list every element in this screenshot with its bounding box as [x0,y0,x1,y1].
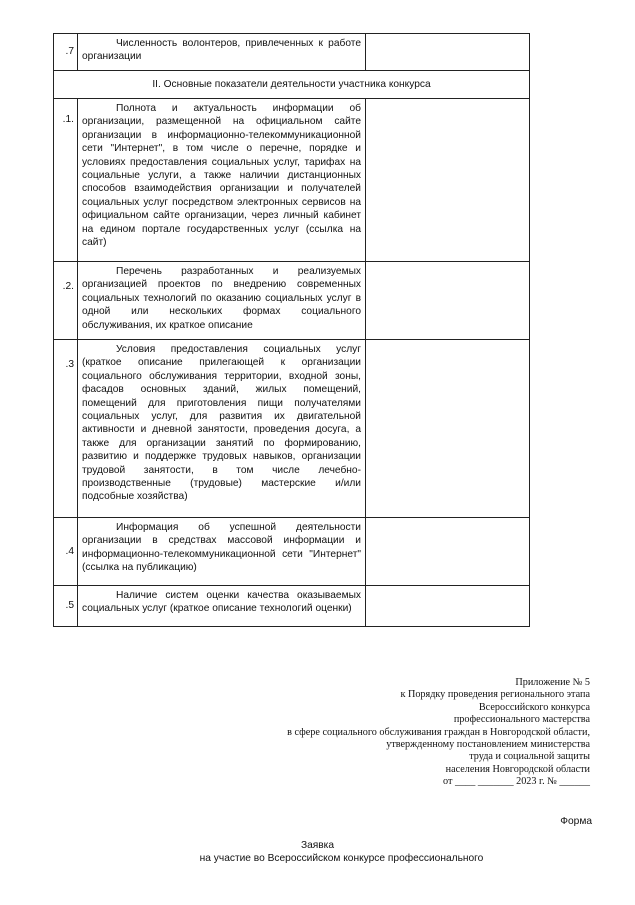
row-value-cell[interactable] [366,34,530,71]
row-value-cell[interactable] [366,262,530,340]
row-description: Перечень разработанных и реализуемых организацией проектов по внедрению современных социальных технологий по оказанию социальных услуг в одной или нескольких формах социального обслуживания, их краткое описание [78,262,366,340]
row-number: .5 [54,586,78,627]
section-title: II. Основные показатели деятельности участника конкурса [54,71,530,99]
criteria-table [53,33,530,627]
appendix-line: населения Новгородской области [445,763,590,775]
table-row [54,340,530,518]
row-value-cell[interactable] [366,586,530,627]
table-row [54,99,530,262]
row-number: .3 [54,340,78,518]
appendix-line: профессионального мастерства [453,714,590,726]
table-row [54,586,530,627]
table-row [54,262,530,340]
row-description: Полнота и актуальность информации об организации, размещенной на официальном сайте организации в информационно-телекоммуникационной сети "Интернет", в том числе о перечне, порядке и условиях предоставления социальных услуг, тарифах на социальные услуги, а также наличии дистанционных способов взаимодействия организации и получателей социальных услуг посредством электронных сервисов на официальном сайте организации, через личный кабинет на едином портале государственных услуг (ссылка на сайт) [78,99,366,262]
row-number: .4 [54,518,78,586]
row-description: Информация об успешной деятельности организации в средствах массовой информации и информационно-телекоммуникационной сети "Интернет" (ссылка на публикацию) [78,518,366,586]
appendix-line: труда и социальной защиты [469,751,590,763]
application-title: Заявка [300,840,335,851]
appendix-line: в сфере социального обслуживания граждан в Новгородской области, [287,726,590,738]
appendix-line: утвержденному постановлением министерства [386,739,590,751]
row-value-cell[interactable] [366,99,530,262]
appendix-line: к Порядку проведения регионального этапа [400,689,590,701]
row-description: Наличие систем оценки качества оказываемых социальных услуг (краткое описание технологий оценки) [78,586,366,627]
row-number: .2. [54,262,78,340]
appendix-approval-block [260,677,590,789]
appendix-number: Приложение № 5 [515,677,590,688]
row-description: Условия предоставления социальных услуг (краткое описание прилегающей к организации социального обслуживания территории, входной зоны, фасадов основных зданий, жилых помещений, помещений для приготовления пищи получателями социальных услуг, для развития их двигательной активности и дневной занятости, проведения досуга, а также для организации занятий по формированию, развитию и поддержке трудовых навыков, организации трудовой занятости, в том числе лечебно-производственные (трудовые) мастерские и/или подсобные хозяйства) [78,340,366,518]
form-label: Форма [560,816,592,827]
appendix-line: Всероссийского конкурса [478,701,590,713]
application-subtitle: на участие во Всероссийском конкурсе профессионального [199,853,484,864]
table-row [54,518,530,586]
row-description: Численность волонтеров, привлеченных к работе организации [78,34,366,71]
application-heading [0,839,635,865]
row-value-cell[interactable] [366,518,530,586]
row-value-cell[interactable] [366,340,530,518]
row-number: .7 [54,34,78,71]
section-header-row [54,71,530,99]
table-row [54,34,530,71]
row-number: .1. [54,99,78,262]
appendix-date-line: от ____ _______ 2023 г. № ______ [443,776,590,788]
